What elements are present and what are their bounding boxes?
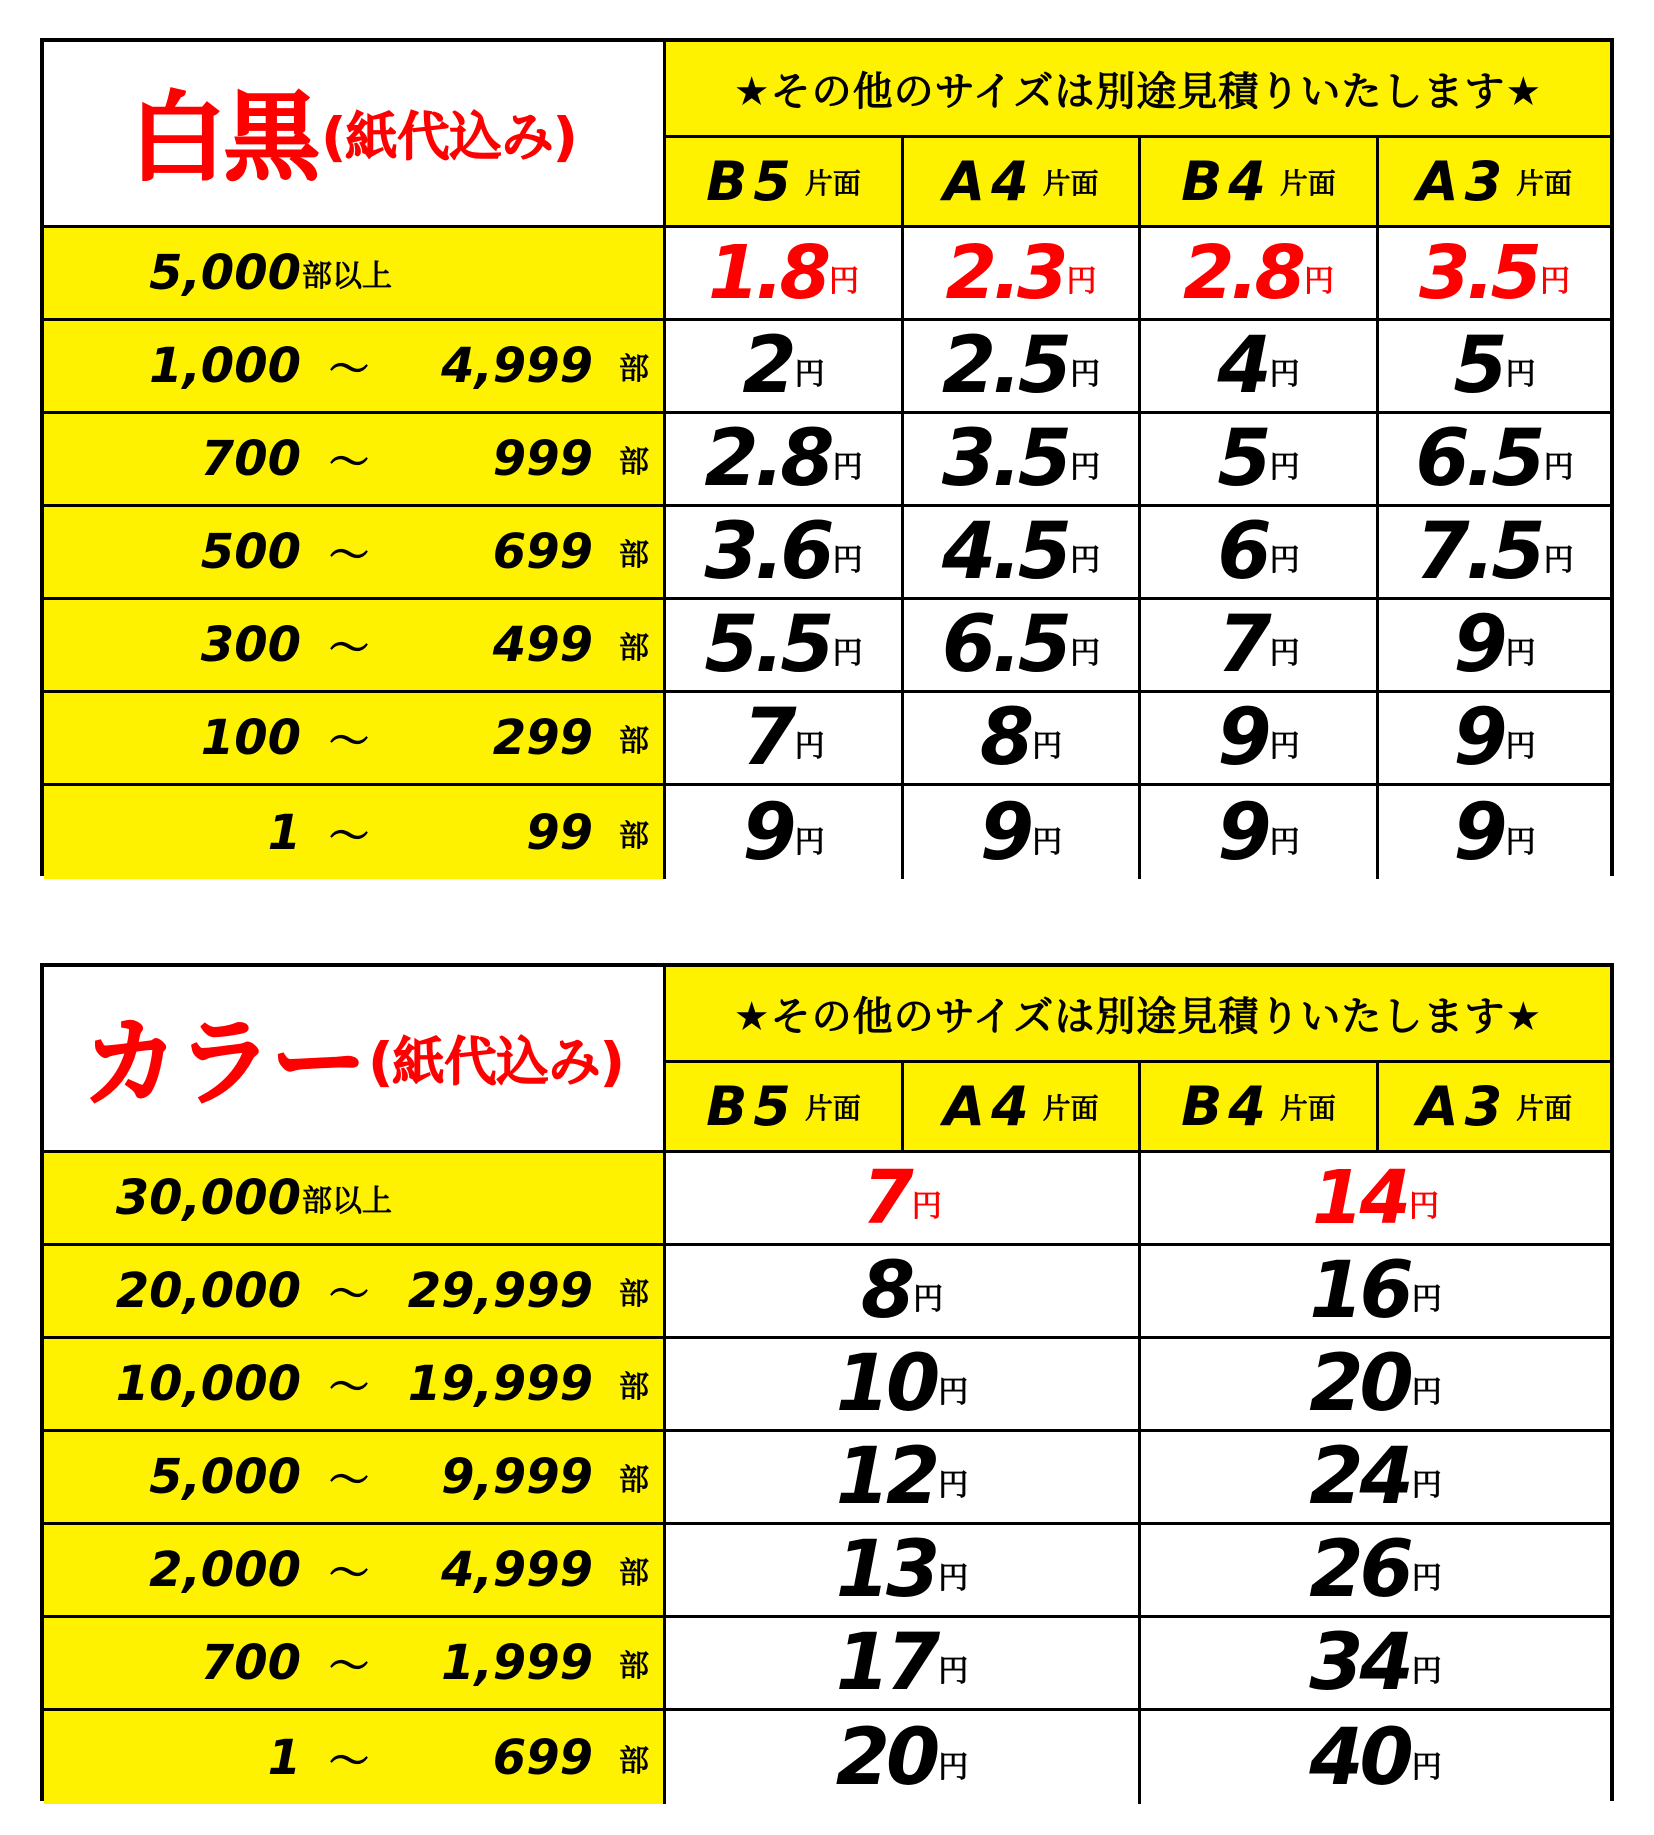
size-code: B4 [1181,150,1272,213]
quantity-unit: 部 [619,1649,649,1684]
color-title-sub: (紙代込み) [368,1032,625,1093]
price-unit: 円 [1269,543,1300,578]
price-unit: 円 [1304,264,1335,299]
mono-price-cell [1379,414,1610,507]
quantity-to: 9,999 [441,1449,593,1505]
quantity-from: 1 [267,804,301,861]
quantity-to: 699 [492,1729,593,1786]
quantity-unit: 部 [619,724,649,759]
color-quantity-range [44,1339,666,1432]
color-price-cell [1141,1618,1610,1711]
price-value: 9 [1453,693,1504,783]
color-price-cell [666,1432,1141,1525]
range-tilde: ～ [329,1364,369,1411]
price-value: 5 [1453,321,1504,411]
price-unit: 円 [794,729,825,764]
mono-quantity-range [44,414,666,507]
range-tilde: ～ [329,1457,369,1504]
mono-quantity-range [44,786,666,879]
price-value: 12 [835,1432,937,1522]
size-side: 片面 [1279,1091,1336,1125]
size-code: A4 [943,150,1035,213]
price-value: 20 [1309,1339,1410,1429]
price-value: 3.6 [704,507,831,597]
price-unit: 円 [1505,636,1536,671]
price-unit: 円 [938,1750,969,1785]
mono-price-cell [904,321,1141,414]
range-tilde: ～ [329,718,369,765]
price-value: 2.8 [1182,230,1303,316]
price-unit: 円 [1269,636,1300,671]
size-side: 片面 [1516,1091,1573,1125]
mono-price-cell [904,228,1141,321]
color-price-cell [666,1711,1141,1804]
price-value: 3.5 [1418,230,1539,316]
quantity-to: 299 [492,710,593,766]
range-tilde: ～ [329,1271,369,1318]
quantity-to: 999 [492,431,593,487]
quantity-from: 20,000 [115,1263,301,1319]
range-tilde: ～ [329,1643,369,1690]
quantity-to: 499 [492,617,593,673]
price-value: 8 [979,693,1031,783]
price-unit: 円 [1411,1654,1442,1689]
price-unit: 円 [1032,729,1063,764]
color-size-a3 [1379,1063,1610,1153]
mono-price-cell [1379,228,1610,321]
size-code: B5 [706,1075,797,1138]
color-quantity-range [44,1246,666,1339]
size-code: A3 [1416,1075,1509,1138]
mono-price-cell [666,228,904,321]
color-quantity-range [44,1711,666,1804]
price-unit: 円 [938,1468,969,1503]
quantity-unit: 部 [619,538,649,573]
color-title [44,967,666,1153]
color-price-cell [1141,1339,1610,1432]
quantity-from: 5,000 [149,1449,301,1505]
price-unit: 円 [1543,543,1574,578]
price-unit: 円 [1411,1561,1442,1596]
size-code: B4 [1181,1075,1272,1138]
quantity-from: 300 [200,617,301,673]
mono-price-cell [1141,786,1379,879]
quantity-unit: 部 [619,1743,649,1779]
price-value: 6.5 [941,600,1069,690]
price-value: 5.5 [704,600,831,690]
mono-price-cell [1379,786,1610,879]
mono-price-cell [1141,600,1379,693]
price-value: 7 [1217,600,1268,690]
price-value: 16 [1309,1246,1410,1336]
quantity-from: 5,000 [149,245,301,301]
range-tilde: ～ [329,813,369,859]
size-side: 片面 [804,166,861,200]
size-side: 片面 [1279,166,1336,200]
price-unit: 円 [1269,729,1300,764]
color-quantity-range [44,1525,666,1618]
price-value: 9 [742,787,793,878]
color-price-cell [1141,1525,1610,1618]
price-value: 7.5 [1415,507,1542,597]
price-value: 13 [835,1525,937,1615]
mono-quantity-range [44,693,666,786]
range-tilde: ～ [329,346,369,393]
size-code: A4 [943,1075,1035,1138]
price-value: 24 [1309,1432,1410,1522]
price-unit: 円 [1032,825,1063,860]
price-value: 14 [1312,1155,1407,1241]
quantity-plus-label: 部以上 [302,1184,392,1219]
price-value: 40 [1309,1712,1410,1803]
price-value: 34 [1309,1618,1410,1708]
mono-size-a3 [1379,138,1610,228]
price-unit: 円 [1070,357,1101,392]
price-unit: 円 [1411,1282,1442,1317]
price-value: 9 [1453,600,1504,690]
color-notice: ★その他のサイズは別途見積りいたします★ [666,967,1610,1063]
quantity-from: 500 [200,524,301,580]
price-value: 9 [979,787,1031,878]
quantity-from: 1,000 [149,338,301,394]
price-unit: 円 [829,264,860,299]
price-value: 2.8 [704,414,831,504]
price-value: 7 [862,1155,910,1241]
price-unit: 円 [938,1561,969,1596]
color-price-table [40,963,1614,1801]
price-value: 9 [1217,787,1268,878]
size-side: 片面 [1042,1091,1099,1125]
price-value: 8 [860,1246,912,1336]
mono-price-cell [1141,507,1379,600]
mono-price-cell [666,414,904,507]
mono-size-a4 [904,138,1141,228]
price-value: 5 [1217,414,1268,504]
quantity-from: 700 [200,431,301,487]
quantity-from: 100 [200,710,301,766]
mono-price-cell [904,786,1141,879]
price-unit: 円 [913,1282,944,1317]
price-value: 3.5 [941,414,1069,504]
quantity-to: 4,999 [441,1542,593,1598]
price-unit: 円 [1411,1468,1442,1503]
price-unit: 円 [911,1189,942,1224]
price-value: 9 [1217,693,1268,783]
quantity-unit: 部 [619,631,649,666]
range-tilde: ～ [329,1550,369,1597]
color-title-main: カラー [82,1006,365,1119]
mono-price-cell [1141,321,1379,414]
color-price-cell [1141,1246,1610,1339]
quantity-from: 10,000 [115,1356,301,1412]
color-quantity-range [44,1432,666,1525]
mono-size-b5 [666,138,904,228]
color-quantity-range [44,1153,666,1246]
price-value: 10 [835,1339,937,1429]
price-unit: 円 [1066,264,1097,299]
mono-price-cell [1379,600,1610,693]
price-unit: 円 [938,1375,969,1410]
quantity-from: 700 [200,1635,301,1691]
price-unit: 円 [832,450,863,485]
price-unit: 円 [832,636,863,671]
price-value: 20 [835,1712,937,1803]
quantity-from: 2,000 [149,1542,301,1598]
price-unit: 円 [1540,264,1571,299]
price-unit: 円 [1070,450,1101,485]
quantity-to: 19,999 [407,1356,593,1412]
color-price-cell [1141,1711,1610,1804]
size-side: 片面 [1042,166,1099,200]
price-unit: 円 [938,1654,969,1689]
price-unit: 円 [1505,825,1536,860]
color-price-cell [666,1246,1141,1339]
quantity-unit: 部 [619,352,649,387]
price-value: 2.5 [941,321,1069,411]
quantity-unit: 部 [619,1556,649,1591]
mono-price-cell [1379,507,1610,600]
color-price-cell [1141,1153,1610,1246]
mono-quantity-range [44,321,666,414]
price-value: 4 [1217,321,1268,411]
mono-size-b4 [1141,138,1379,228]
price-value: 7 [742,693,793,783]
range-tilde: ～ [329,532,369,579]
range-tilde: ～ [329,625,369,672]
quantity-unit: 部 [619,1370,649,1405]
mono-price-cell [1379,693,1610,786]
mono-notice: ★その他のサイズは別途見積りいたします★ [666,42,1610,138]
price-unit: 円 [1070,543,1101,578]
color-size-b5 [666,1063,904,1153]
price-unit: 円 [794,357,825,392]
mono-title-sub: (紙代込み) [321,107,578,168]
price-value: 4.5 [941,507,1069,597]
price-unit: 円 [1505,729,1536,764]
mono-price-cell [666,507,904,600]
price-unit: 円 [1269,450,1300,485]
mono-price-cell [666,600,904,693]
size-side: 片面 [804,1091,861,1125]
quantity-unit: 部 [619,1463,649,1498]
color-size-a4 [904,1063,1141,1153]
range-tilde: ～ [329,439,369,486]
mono-price-cell [1379,321,1610,414]
price-value: 26 [1309,1525,1410,1615]
price-unit: 円 [1269,825,1300,860]
mono-quantity-range [44,228,666,321]
color-price-cell [666,1525,1141,1618]
price-value: 6.5 [1415,414,1542,504]
price-unit: 円 [1411,1375,1442,1410]
price-unit: 円 [1411,1750,1442,1785]
price-value: 9 [1453,787,1504,878]
size-code: A3 [1416,150,1509,213]
price-value: 17 [835,1618,937,1708]
mono-price-cell [1141,414,1379,507]
price-unit: 円 [1269,357,1300,392]
mono-price-cell [1141,693,1379,786]
price-unit: 円 [1070,636,1101,671]
mono-title-main: 白黒 [129,81,318,194]
mono-price-table [40,38,1614,876]
color-price-cell [666,1153,1141,1246]
price-unit: 円 [794,825,825,860]
quantity-unit: 部 [619,1277,649,1312]
price-value: 2 [742,321,793,411]
quantity-to: 1,999 [441,1635,593,1691]
mono-price-cell [666,786,904,879]
quantity-unit: 部 [619,818,649,854]
quantity-plus-label: 部以上 [302,259,392,294]
quantity-to: 699 [492,524,593,580]
color-price-cell [666,1339,1141,1432]
color-price-cell [666,1618,1141,1711]
mono-price-cell [904,693,1141,786]
mono-quantity-range [44,507,666,600]
mono-price-cell [666,321,904,414]
price-unit: 円 [1408,1189,1439,1224]
price-unit: 円 [1543,450,1574,485]
color-price-cell [1141,1432,1610,1525]
mono-quantity-range [44,600,666,693]
quantity-to: 99 [526,804,593,861]
mono-price-cell [904,414,1141,507]
color-quantity-range [44,1618,666,1711]
size-side: 片面 [1516,166,1573,200]
mono-price-cell [1141,228,1379,321]
size-code: B5 [706,150,797,213]
quantity-from: 30,000 [115,1170,301,1226]
mono-title [44,42,666,228]
quantity-to: 4,999 [441,338,593,394]
mono-price-cell [666,693,904,786]
price-unit: 円 [832,543,863,578]
price-value: 1.8 [707,230,828,316]
quantity-from: 1 [267,1729,301,1786]
price-value: 2.3 [945,230,1065,316]
quantity-to: 29,999 [407,1263,593,1319]
mono-price-cell [904,600,1141,693]
color-size-b4 [1141,1063,1379,1153]
range-tilde: ～ [329,1738,369,1784]
mono-price-cell [904,507,1141,600]
price-unit: 円 [1505,357,1536,392]
quantity-unit: 部 [619,445,649,480]
price-value: 6 [1217,507,1268,597]
